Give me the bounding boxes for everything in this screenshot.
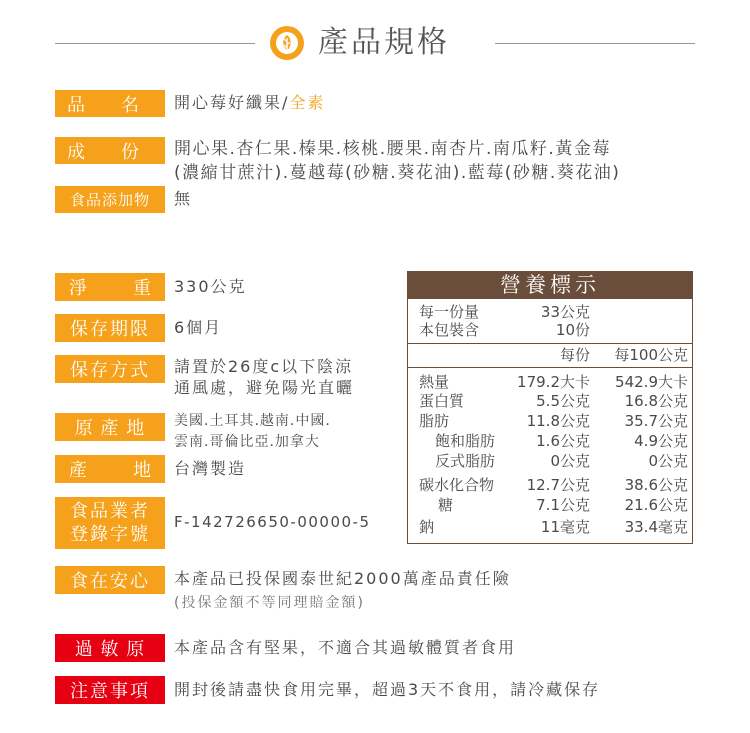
registration-value: F-142726650-00000-5 <box>174 513 371 531</box>
registration-label-line-1: 食品業者 <box>70 501 150 522</box>
net-weight-label <box>55 273 165 301</box>
storage-label: 保存方式 <box>55 355 165 383</box>
made-in-label-a: 產 <box>69 460 87 481</box>
additives-value: 無 <box>174 189 193 208</box>
nutrient-name: 鈉 <box>419 518 435 536</box>
origin-line-1: 美國.土耳其.越南.中國. <box>174 413 331 429</box>
header-divider-left <box>55 43 255 44</box>
nutrient-name: 反式脂肪 <box>435 452 496 470</box>
nutrient-name: 糖 <box>438 496 454 514</box>
nutrient-per-100g: 0公克 <box>648 452 688 470</box>
registration-label-line-2: 登錄字號 <box>70 524 150 545</box>
storage-line-1: 請置於26度c以下陰涼 <box>174 357 354 376</box>
net-weight-label-a: 淨 <box>69 278 87 299</box>
nutrient-name: 熱量 <box>419 373 450 391</box>
shelf-life-value: 6個月 <box>174 318 223 337</box>
made-in-value: 台灣製造 <box>174 459 247 478</box>
nutrient-per-100g: 21.6公克 <box>624 496 688 514</box>
insurance-label: 食在安心 <box>55 566 165 594</box>
storage-line-2: 通風處，避免陽光直曬 <box>174 378 355 397</box>
ingredients-line-1: 開心果.杏仁果.榛果.核桃.腰果.南杏片.南瓜籽.黃金莓 <box>174 139 611 159</box>
made-in-label-b: 地 <box>133 460 151 481</box>
nutrient-name: 飽和脂肪 <box>435 432 496 450</box>
additives-label: 食品添加物 <box>55 186 165 213</box>
ingredients-label-text: 成 份 <box>67 141 139 163</box>
allergen-value: 本產品含有堅果，不適合其過敏體質者食用 <box>174 638 517 657</box>
nutrient-per-100g: 33.4毫克 <box>624 518 688 536</box>
nutrient-per-serving: 12.7公克 <box>526 476 590 494</box>
product-name-label <box>55 90 165 117</box>
col-per-100g: 每100公克 <box>614 346 688 364</box>
servings-value: 10份 <box>555 321 590 339</box>
nutrient-per-serving: 5.5公克 <box>536 392 590 410</box>
nutrition-divider <box>408 367 692 368</box>
nutrient-per-serving: 11.8公克 <box>526 412 590 430</box>
insurance-line-1: 本產品已投保國泰世紀2000萬產品責任險 <box>174 569 511 588</box>
product-name-separator: / <box>282 93 290 112</box>
nutrient-per-serving: 0公克 <box>550 452 590 470</box>
nutrition-divider <box>408 343 692 344</box>
ingredients-line-2: (濃縮甘蔗汁).蔓越莓(砂糖.葵花油).藍莓(砂糖.葵花油) <box>174 163 621 183</box>
registration-label <box>55 497 165 549</box>
insurance-line-2: (投保金額不等同理賠金額) <box>174 595 365 611</box>
nutrient-name: 蛋白質 <box>419 392 465 410</box>
net-weight-value: 330公克 <box>174 277 247 296</box>
leaf-logo-icon <box>270 26 304 60</box>
made-in-label <box>55 455 165 483</box>
nutrient-per-serving: 7.1公克 <box>536 496 590 514</box>
servings-label: 本包裝含 <box>419 321 480 339</box>
nutrient-name: 碳水化合物 <box>419 476 495 494</box>
allergen-label: 過 敏 原 <box>55 634 165 662</box>
net-weight-label-b: 重 <box>133 278 151 299</box>
ingredients-label <box>55 137 165 164</box>
nutrient-per-serving: 11毫克 <box>540 518 590 536</box>
origin-label: 原 產 地 <box>55 413 165 441</box>
notice-label: 注意事項 <box>55 676 165 704</box>
col-per-serving: 每份 <box>559 346 590 364</box>
vegetarian-tag: 全素 <box>289 93 326 112</box>
product-name-text: 開心莓好纖果 <box>174 93 283 112</box>
nutrition-title: 營養標示 <box>408 272 692 299</box>
serving-size-value: 33公克 <box>540 303 590 321</box>
nutrient-per-100g: 4.9公克 <box>634 432 688 450</box>
nutrient-per-100g: 38.6公克 <box>624 476 688 494</box>
origin-line-2: 雲南.哥倫比亞.加拿大 <box>174 434 320 450</box>
product-name-value <box>174 92 325 114</box>
notice-value: 開封後請盡快食用完畢，超過3天不食用，請冷藏保存 <box>174 680 601 699</box>
page-title: 產品規格 <box>318 25 450 60</box>
page-header <box>0 18 750 68</box>
nutrition-facts-table <box>407 271 693 544</box>
shelf-life-label: 保存期限 <box>55 314 165 342</box>
nutrient-per-100g: 542.9大卡 <box>615 373 688 391</box>
serving-size-label: 每一份量 <box>419 303 480 321</box>
nutrient-per-serving: 179.2大卡 <box>517 373 590 391</box>
nutrient-name: 脂肪 <box>419 412 450 430</box>
nutrient-per-100g: 35.7公克 <box>624 412 688 430</box>
nutrient-per-serving: 1.6公克 <box>536 432 590 450</box>
product-name-label-text: 品 名 <box>67 94 139 116</box>
nutrient-per-100g: 16.8公克 <box>624 392 688 410</box>
header-divider-right <box>495 43 695 44</box>
